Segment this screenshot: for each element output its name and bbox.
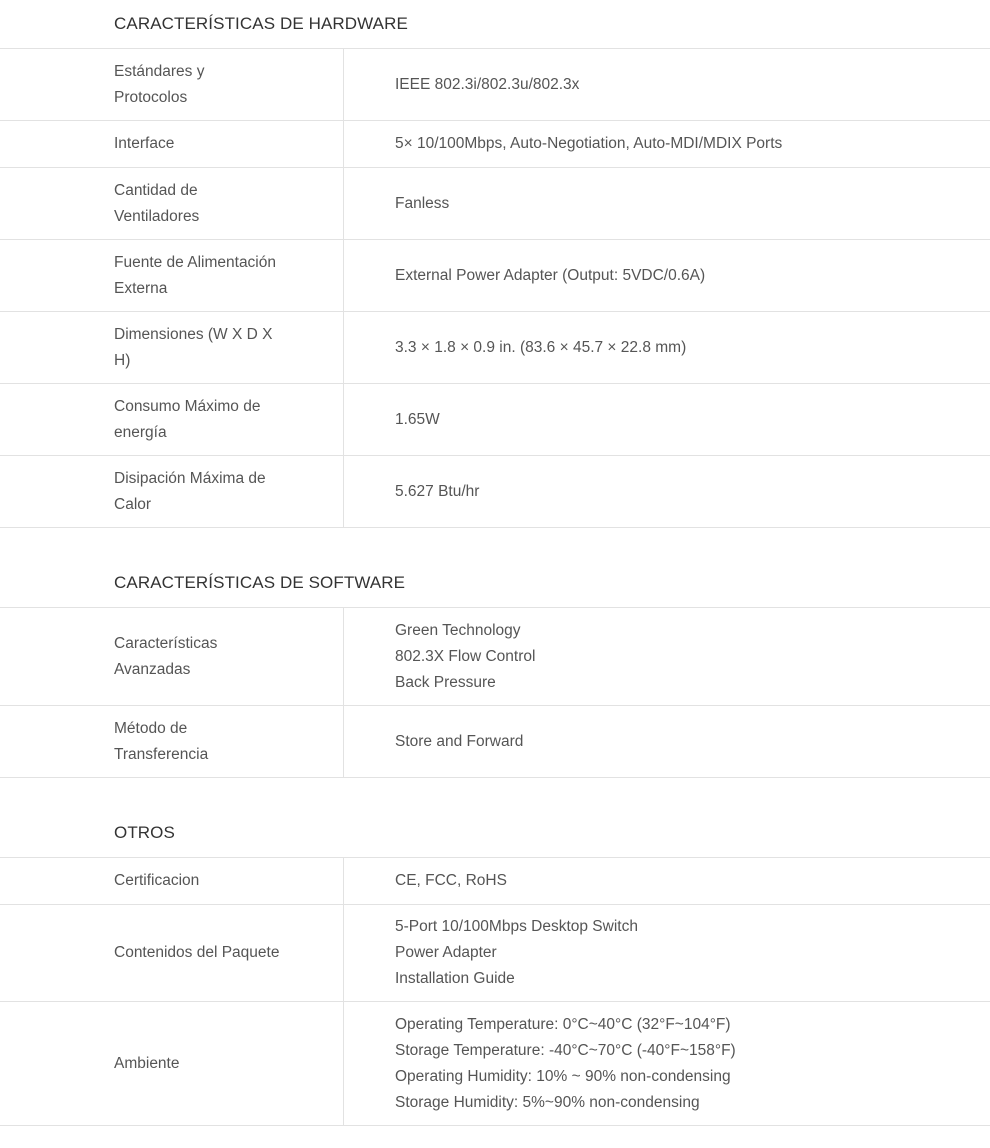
spec-label-cell <box>0 1002 344 1125</box>
spec-row <box>0 706 990 778</box>
spec-value-line: External Power Adapter (Output: 5VDC/0.6A) <box>395 266 706 284</box>
section-title: OTROS <box>0 809 990 858</box>
spec-row <box>0 1002 990 1126</box>
spec-section <box>0 809 990 1126</box>
spec-label-cell <box>0 858 344 904</box>
spec-row <box>0 312 990 384</box>
spec-label-cell <box>0 168 344 239</box>
spec-label: Estándares y Protocolos <box>114 62 205 106</box>
spec-value-line: Storage Humidity: 5%~90% non-condensing <box>395 1093 700 1111</box>
spec-row <box>0 240 990 312</box>
spec-value-line: Storage Temperature: -40°C~70°C (-40°F~158°F) <box>395 1041 736 1059</box>
spec-row <box>0 121 990 168</box>
spec-value-cell <box>344 456 990 527</box>
spec-label: Método de Transferencia <box>114 719 209 763</box>
spec-label-cell <box>0 121 344 167</box>
spec-label-cell <box>0 240 344 311</box>
spec-value-cell <box>344 240 990 311</box>
spec-value-cell <box>344 905 990 1001</box>
spec-value-line: CE, FCC, RoHS <box>395 872 507 889</box>
spec-row <box>0 905 990 1002</box>
spec-value-line: Store and Forward <box>395 732 524 750</box>
spec-section <box>0 0 990 528</box>
spec-label-cell <box>0 456 344 527</box>
spec-value-cell <box>344 858 990 904</box>
spec-label: Ambiente <box>114 1054 180 1072</box>
spec-value-cell <box>344 49 990 120</box>
spec-row <box>0 858 990 905</box>
spec-value-line: IEEE 802.3i/802.3u/802.3x <box>395 75 580 93</box>
spec-value-line: 5-Port 10/100Mbps Desktop Switch <box>395 918 638 935</box>
section-title: CARACTERÍSTICAS DE SOFTWARE <box>0 559 990 608</box>
spec-section <box>0 559 990 778</box>
spec-label: Disipación Máxima de Calor <box>114 469 266 513</box>
spec-value-line: Installation Guide <box>395 970 515 987</box>
spec-label-cell <box>0 706 344 777</box>
spec-value-line: Operating Humidity: 10% ~ 90% non-condensing <box>395 1067 731 1085</box>
spec-value-line: Back Pressure <box>395 673 496 691</box>
spec-label-cell <box>0 384 344 455</box>
spec-value-line: 5× 10/100Mbps, Auto-Negotiation, Auto-MDI/MDIX Ports <box>395 135 783 152</box>
spec-value-cell <box>344 608 990 705</box>
spec-value-line: 802.3X Flow Control <box>395 647 536 665</box>
spec-value-cell <box>344 706 990 777</box>
spec-value-line: 5.627 Btu/hr <box>395 482 480 500</box>
spec-label: Fuente de Alimentación Externa <box>114 253 276 297</box>
spec-label: Consumo Máximo de energía <box>114 397 261 441</box>
spec-label-cell <box>0 608 344 705</box>
spec-row <box>0 608 990 706</box>
spec-label: Certificacion <box>114 872 200 889</box>
spec-value-line: Power Adapter <box>395 944 497 961</box>
spec-label: Características Avanzadas <box>114 634 218 678</box>
spec-value-line: Fanless <box>395 194 450 212</box>
spec-label: Contenidos del Paquete <box>114 944 280 961</box>
spec-label-cell <box>0 905 344 1001</box>
spec-row <box>0 384 990 456</box>
spec-label: Interface <box>114 135 175 152</box>
spec-row <box>0 168 990 240</box>
spec-value-cell <box>344 168 990 239</box>
spec-label: Cantidad de Ventiladores <box>114 181 200 225</box>
spec-value-cell <box>344 121 990 167</box>
spec-label-cell <box>0 312 344 383</box>
spec-value-line: Green Technology <box>395 621 521 639</box>
spec-value-line: 1.65W <box>395 410 440 428</box>
spec-value-line: Operating Temperature: 0°C~40°C (32°F~104°F) <box>395 1015 731 1033</box>
spec-value-cell <box>344 1002 990 1125</box>
spec-label: Dimensiones (W X D X H) <box>114 325 273 369</box>
spec-value-line: 3.3 × 1.8 × 0.9 in. (83.6 × 45.7 × 22.8 mm) <box>395 338 687 356</box>
spec-row <box>0 456 990 528</box>
section-title: CARACTERÍSTICAS DE HARDWARE <box>0 0 990 49</box>
spec-value-cell <box>344 384 990 455</box>
spec-label-cell <box>0 49 344 120</box>
spec-value-cell <box>344 312 990 383</box>
spec-row <box>0 49 990 121</box>
